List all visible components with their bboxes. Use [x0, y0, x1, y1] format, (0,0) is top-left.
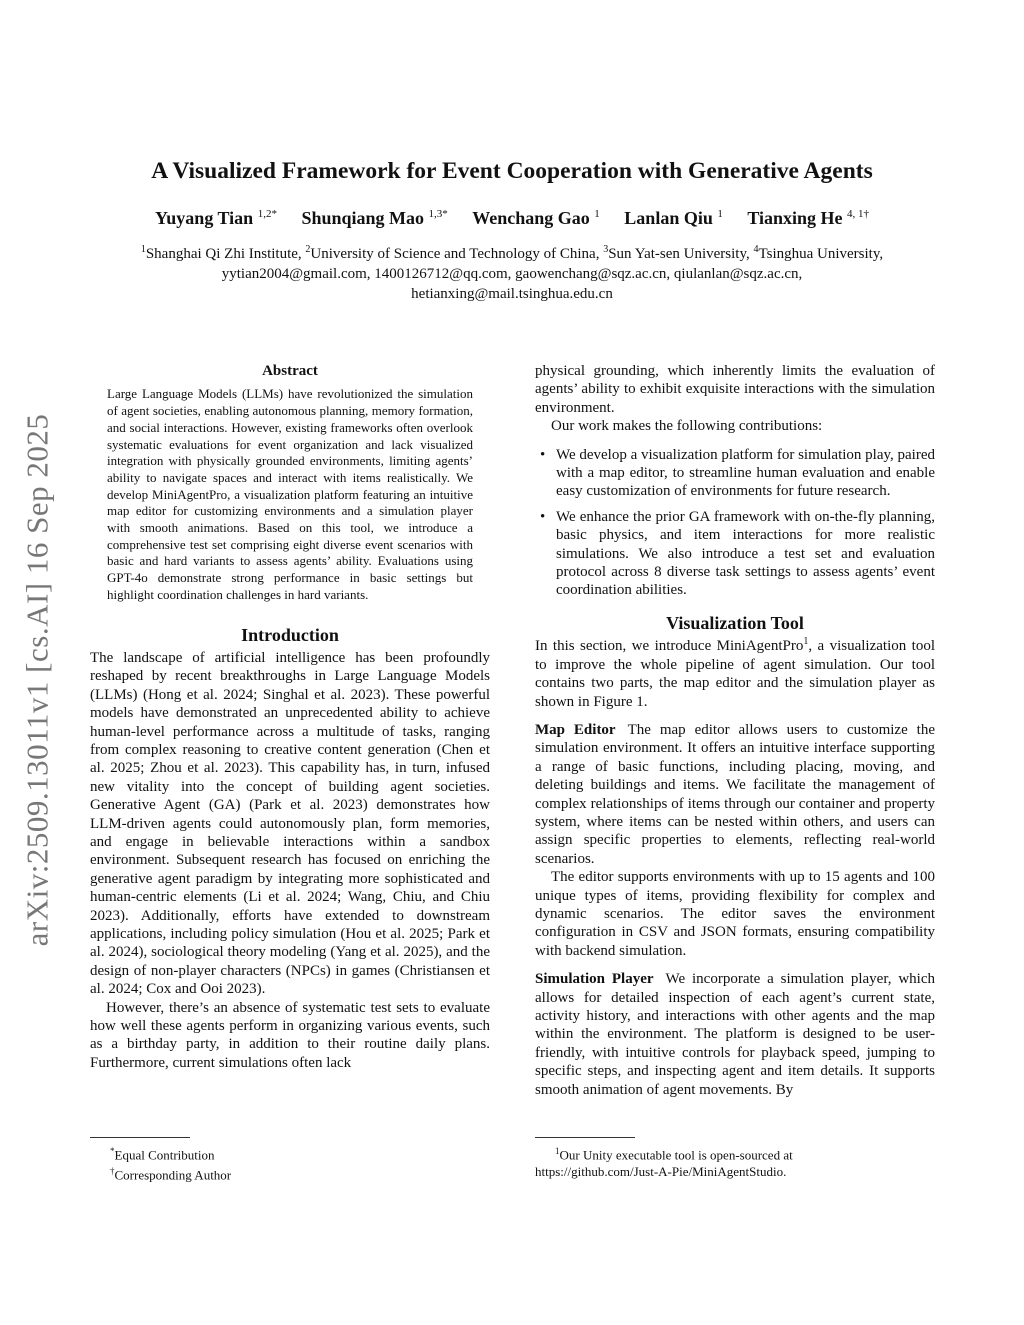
author-emails: hetianxing@mail.tsinghua.edu.cn	[411, 286, 613, 302]
introduction-heading: Introduction	[241, 624, 339, 645]
author: Lanlan Qiu $^1$	[624, 208, 723, 228]
author-emails: yytian2004@gmail.com, 1400126712@qq.com, gaowenchang@sqz.ac.cn, qiulanlan@sqz.ac.cn,	[221, 266, 803, 282]
footnote: †Corresponding Author	[110, 1166, 232, 1183]
left-column	[90, 362, 490, 1072]
paper-title: A Visualized Framework for Event Cooperation with Generative Agents	[151, 158, 873, 184]
footnote: $^1$Our Unity executable tool is open-sourced at	[555, 1146, 793, 1163]
footnotes-left	[90, 1143, 490, 1184]
footnote: *Equal Contribution	[110, 1146, 215, 1163]
body-paragraph: physical grounding, which inherently limits the evaluation of agents’ ability to exhibit exquisite interactions with the simulation environment.	[535, 363, 935, 416]
bullet-icon: •	[540, 446, 546, 463]
arxiv-identifier-text: arXiv:2509.13011v1 [cs.AI] 16 Sep 2025	[19, 413, 55, 947]
map-editor-paragraph: The editor supports environments with up to 15 agents and 100 unique types of items, providing flexibility for complex and dynamic scenarios. The editor saves the environment configuration in CSV and JSON formats, ensuring compatibility with backend simulation.	[535, 869, 935, 959]
introduction-paragraph: The landscape of artificial intelligence has been profoundly reshaped by recent breakthroughs in Large Language Models (LLMs) (Hong et al. 2024; Singhal et al. 2023). These powerful models have demonstrated an unprecedented ability to achieve human-level performance across a multitude of tasks, ranging from complex reasoning to creative content generation (Chen et al. 2025; Zhou et al. 2023). This capability has, in turn, infused new vitality into the concept of building agent societies. Generative Agent (GA) (Park et al. 2023) demonstrates how LLM-driven agents could autonomously plan, form memories, and engage in believable interactions within a sandbox environment. Subsequent research has focused on enriching the generative agent paradigm by integrating more sophisticated and human-centric elements (Li et al. 2024; Wang, Chiu, and Chiu 2023). Additionally, efforts have extended to downstream applications, including policy simulation (Hou et al. 2025; Park et al. 2024), sociological theory modeling (Yang et al. 2025), and the design of non-player characters (NPCs) in games (Christiansen et al. 2024; Cox and Ooi 2023).	[90, 649, 490, 998]
author: Tianxing He $^{4, 1\dagger}$	[747, 208, 870, 228]
simulation-player-paragraph: Simulation Player We incorporate a simulation player, which allows for detailed inspection of each agent’s current state, activity history, and interactions with other agents and the map within the environment. The platform is designed to be user-friendly, with intuitive controls for playback speed, jumping to specific steps, and inspecting agent and item details. It supports smooth animation of agent movements. By	[535, 971, 935, 1098]
body-paragraph: In this section, we introduce MiniAgentPro$^1$, a visualization tool to improve the whole pipeline of agent simulation. Our tool contains two parts, the map editor and the simulation player as shown in Figure 1.	[535, 636, 935, 710]
footnote-link[interactable]: https://github.com/Just-A-Pie/MiniAgentStudio.	[535, 1164, 787, 1180]
simulation-player-heading: Simulation Player	[535, 971, 654, 988]
footnote-right	[535, 1143, 935, 1180]
bullet-icon: •	[540, 508, 546, 525]
list-item: • We enhance the prior GA framework with on-the-fly planning, basic physics, and item interactions for more realistic simulations. We also introduce a test set and evaluation protocol across 8 diverse task settings to assess agents’ event coordination abilities.	[540, 508, 935, 599]
affiliation-line: $^1$Shanghai Qi Zhi Institute, $^2$University of Science and Technology of China, $^3$Sun Yat-sen University, $^4$Tsinghua University,	[140, 244, 884, 262]
contributions-intro: Our work makes the following contributions:	[551, 418, 823, 435]
footnote-divider	[90, 1137, 190, 1138]
author: Yuyang Tian $^{1,2*}$	[154, 208, 277, 228]
author-list	[0, 208, 1024, 229]
abstract-heading: Abstract	[262, 363, 318, 379]
visualization-tool-heading: Visualization Tool	[666, 612, 804, 633]
author: Wenchang Gao $^1$	[472, 208, 600, 228]
author: Shunqiang Mao $^{1,3*}$	[301, 208, 448, 228]
footnote-divider	[535, 1137, 635, 1138]
affiliations	[80, 240, 944, 304]
map-editor-heading: Map Editor	[535, 721, 616, 738]
map-editor-paragraph: Map Editor The map editor allows users to customize the simulation environment. It offers an intuitive interface supporting a range of basic functions, including placing, moving, and deleting buildings and items. We facilitate the management of complex relationships of items through our container and property system, where items can be nested within others, and users can assign specific properties to elements, reflecting real-world scenarios.	[535, 721, 935, 867]
contributions-list	[535, 446, 935, 600]
right-column	[535, 362, 935, 1099]
arxiv-identifier	[14, 370, 60, 990]
introduction-paragraph: However, there’s an absence of systematic test sets to evaluate how well these agents perform in organizing various events, such as a birthday party, in addition to their routine daily plans. Furthermore, current simulations often lack	[90, 999, 490, 1071]
abstract-text: Large Language Models (LLMs) have revolutionized the simulation of agent societies, enabling autonomous planning, memory formation, and social interactions. However, existing frameworks often overlook systematic evaluations for event organization and lack visualized integration with physically grounded environments, limiting agents’ ability to navigate spaces and interact with items realistically. We develop MiniAgentPro, a visualization platform featuring an intuitive map editor for customizing environments and a simulation player with smooth animations. Based on this tool, we introduce a comprehensive test set comprising eight diverse event scenarios with basic and hard variants to assess agents’ ability. Evaluations using GPT-4o demonstrate strong performance in basic settings but highlight coordination challenges in hard variants.	[107, 386, 473, 602]
list-item: • We develop a visualization platform for simulation play, paired with a map editor, to streamline human evaluation and enable easy customization of environments for future research.	[540, 446, 935, 500]
